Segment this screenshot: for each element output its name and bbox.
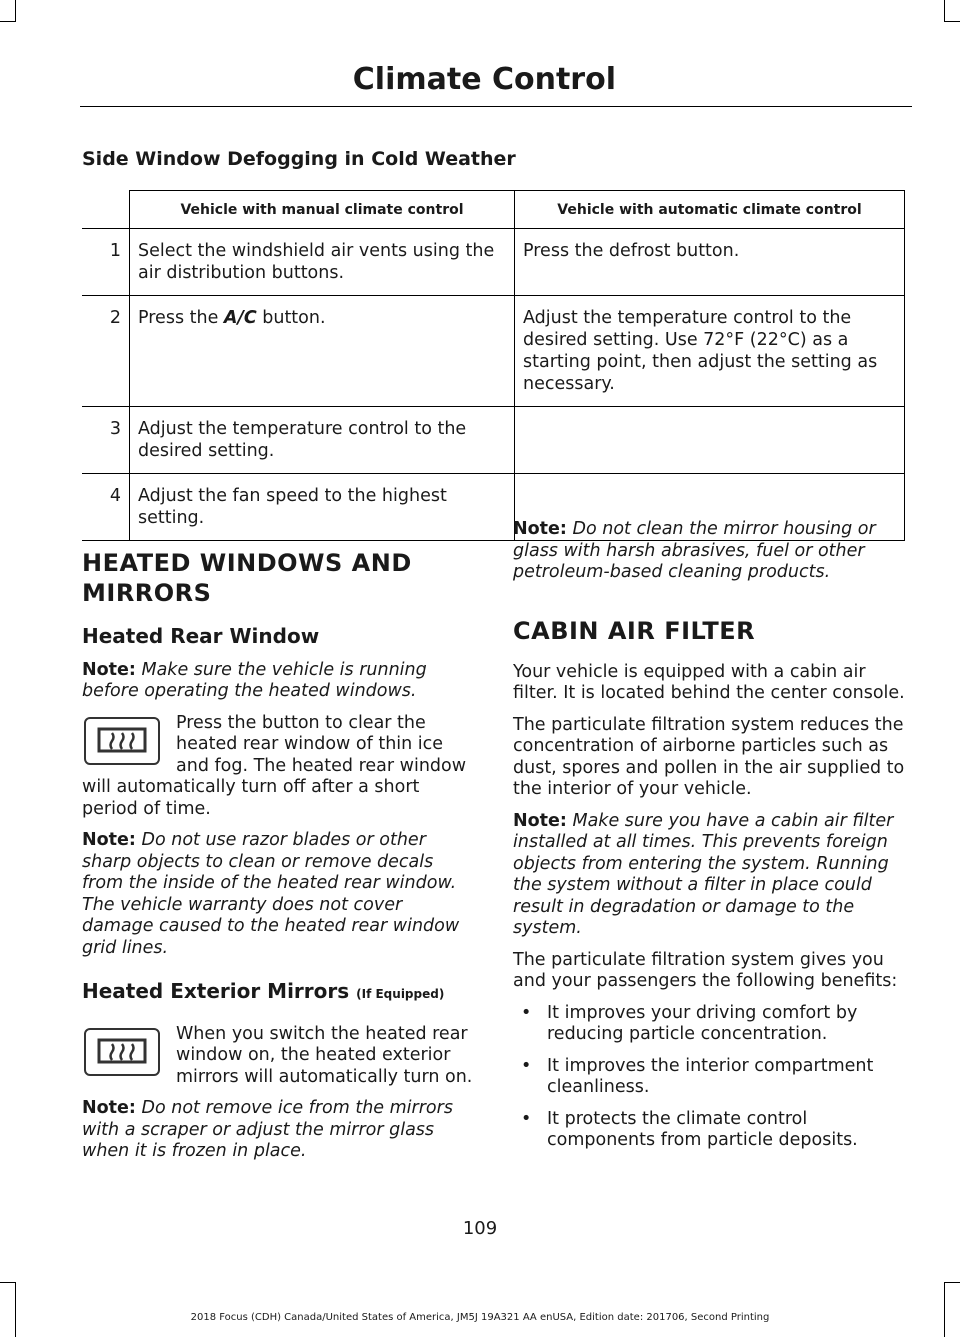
benefits-list	[513, 1003, 908, 1152]
mirrors-block	[82, 1024, 476, 1089]
crop-mark	[15, 0, 16, 22]
note-text: Do not clean the mirror housing or glass with harsh abrasives, fuel or other petroleum-based cleaning products.	[513, 519, 876, 582]
step-number: 2	[82, 296, 130, 407]
note-label: Note:	[82, 830, 136, 850]
defogging-steps-table	[82, 190, 905, 541]
crop-mark	[944, 1282, 945, 1337]
automatic-step: Adjust the temperature control to the desired setting. Use 72°F (22°C) as a starting point, then adjust the setting as necessary.	[515, 296, 905, 407]
manual-step	[130, 296, 515, 407]
table-header-row	[82, 191, 905, 229]
note-label: Note:	[513, 810, 567, 831]
heated-mirrors-title-text: Heated Exterior Mirrors	[82, 979, 350, 1003]
table-row	[82, 296, 905, 407]
if-equipped-label: (If Equipped)	[356, 987, 445, 1001]
manual-step: Adjust the fan speed to the highest setting.	[130, 474, 515, 541]
note	[82, 830, 476, 959]
page-header-title: Climate Control	[352, 62, 616, 97]
ac-button-label: A/C	[223, 308, 257, 328]
note-text: Do not use razor blades or other sharp objects to clean or remove decals from the inside of the heated rear window. The vehicle warranty does not cover damage caused to the heated rear window grid lines.	[82, 830, 460, 958]
heated-mirrors-title	[82, 981, 476, 1006]
rear-defrost-icon	[84, 1028, 160, 1076]
crop-mark	[944, 0, 945, 22]
heated-windows-heading	[82, 548, 476, 608]
right-column	[513, 519, 908, 1162]
crop-mark	[0, 21, 16, 22]
rear-defrost-block	[82, 713, 476, 821]
automatic-step: Press the defrost button.	[515, 229, 905, 296]
automatic-step	[515, 407, 905, 474]
crop-mark	[944, 1282, 960, 1283]
step-number: 3	[82, 407, 130, 474]
note	[82, 1098, 476, 1163]
list-item: • It protects the climate control components from particle deposits.	[513, 1109, 908, 1152]
footer-text: 2018 Focus (CDH) Canada/United States of America, JM5J 19A321 AA enUSA, Edition date: 201706, Second Printing	[190, 1312, 770, 1323]
rear-defrost-icon	[84, 717, 160, 765]
paragraph: The particulate filtration system reduces the concentration of airborne particles such as dust, spores and pollen in the air supplied to the interior of your vehicle.	[513, 714, 905, 799]
manual-step: Select the windshield air vents using the air distribution buttons.	[130, 229, 515, 296]
section-title: Side Window Defogging in Cold Weather	[82, 148, 516, 170]
table-row	[82, 407, 905, 474]
column-header-automatic: Vehicle with automatic climate control	[515, 191, 905, 229]
crop-mark	[0, 1282, 16, 1283]
crop-mark	[944, 21, 960, 22]
note-label: Note:	[513, 519, 567, 539]
note-text: Do not remove ice from the mirrors with a scraper or adjust the mirror glass when it is frozen in place.	[82, 1098, 453, 1161]
note-label: Note:	[82, 1098, 136, 1118]
paragraph: Your vehicle is equipped with a cabin air filter. It is located behind the center console.	[513, 661, 905, 703]
rear-defrost-text: Press the button to clear the heated rear window of thin ice and fog. The heated rear window will automatically turn off after a short period of time.	[82, 712, 467, 819]
manual-step-text: Press the	[138, 308, 224, 328]
mirrors-text: When you switch the heated rear window on, the heated exterior mirrors will automatically turn on.	[176, 1023, 473, 1087]
note	[513, 519, 908, 584]
left-column	[82, 548, 476, 1173]
note	[82, 660, 476, 703]
note	[513, 811, 908, 940]
heading-line: MIRRORS	[82, 579, 212, 607]
list-item: • It improves the interior compartment cleanliness.	[513, 1056, 908, 1099]
paragraph: The particulate filtration system gives you and your passengers the following benefits:	[513, 949, 898, 991]
note-text: Make sure you have a cabin air filter installed at all times. This prevents foreign objects from entering the system. Running the system without a filter in place could result in degradation or damage to the system.	[513, 810, 894, 938]
cabin-air-filter-heading: CABIN AIR FILTER	[513, 616, 756, 645]
column-header-manual: Vehicle with manual climate control	[130, 191, 515, 229]
manual-step: Adjust the temperature control to the desired setting.	[130, 407, 515, 474]
manual-step-text: button.	[256, 308, 326, 328]
crop-mark	[15, 1282, 16, 1337]
list-item: • It improves your driving comfort by reducing particle concentration.	[513, 1003, 908, 1046]
step-number: 1	[82, 229, 130, 296]
step-number: 4	[82, 474, 130, 541]
heated-rear-window-title: Heated Rear Window	[82, 624, 320, 648]
table-header-blank	[82, 191, 130, 229]
table-row	[82, 229, 905, 296]
heading-line: HEATED WINDOWS AND	[82, 549, 412, 577]
page-number: 109	[462, 1218, 498, 1239]
note-text: Make sure the vehicle is running before operating the heated windows.	[82, 659, 427, 701]
header-divider	[80, 106, 912, 107]
note-label: Note:	[82, 659, 136, 680]
